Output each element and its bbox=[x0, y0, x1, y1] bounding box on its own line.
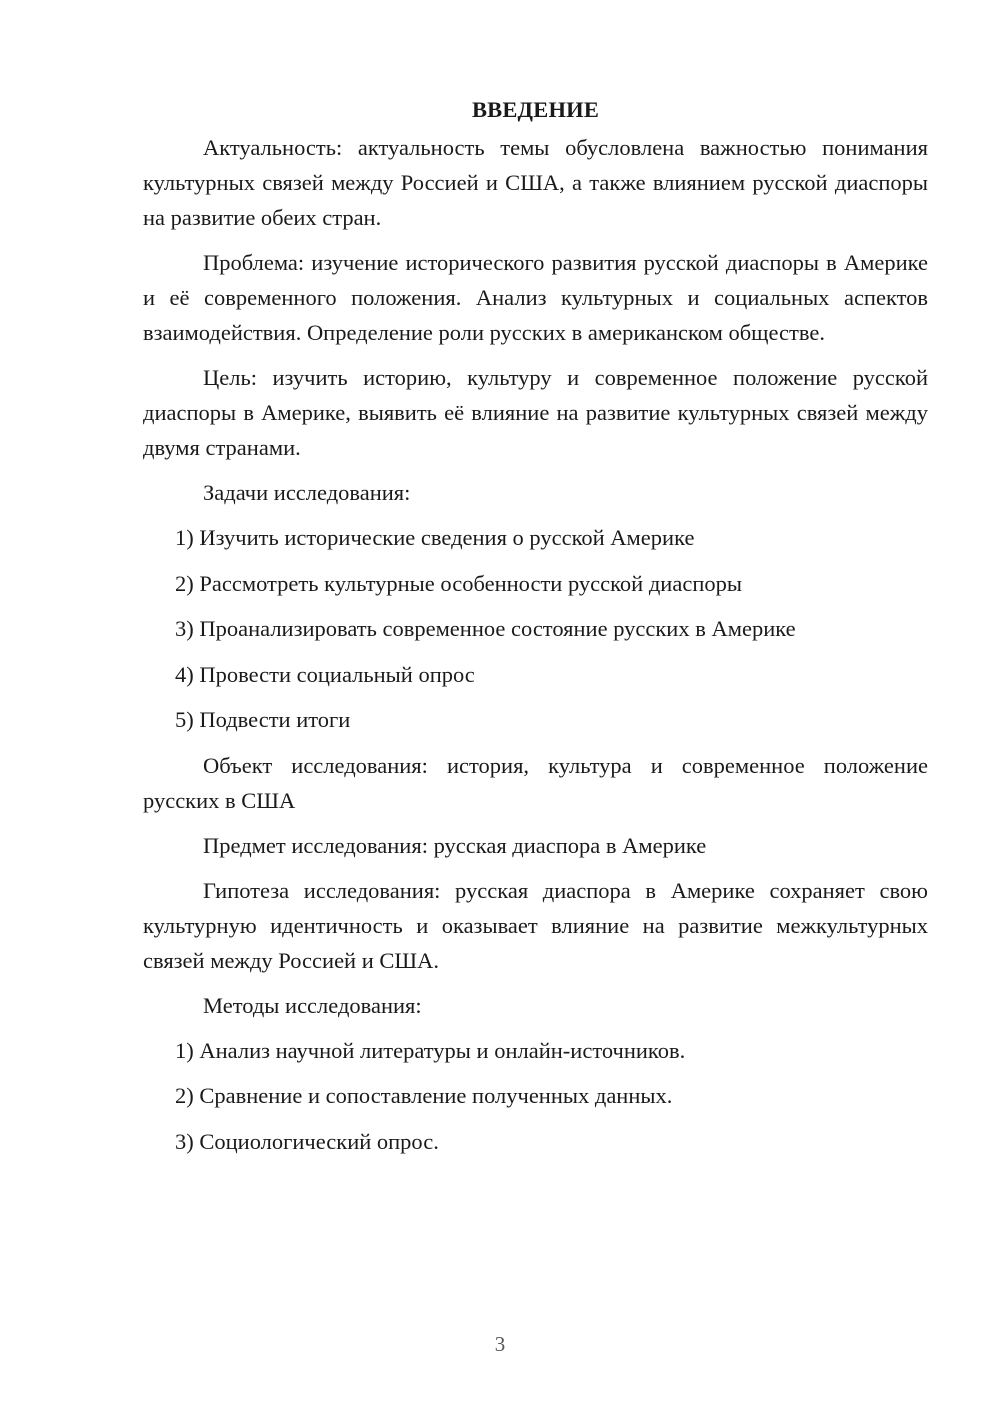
paragraph-relevance: Актуальность: актуальность темы обусловлена важностью понимания культурных связей между Россией и США, а также влиянием русской диаспоры на развитие обеих стран. bbox=[143, 135, 928, 230]
paragraph-tasks-title: Задачи исследования: bbox=[203, 480, 411, 505]
page-content bbox=[143, 92, 928, 1169]
list-item: 3) Проанализировать современное состояние русских в Америке bbox=[175, 616, 796, 641]
paragraph-problem: Проблема: изучение исторического развития русской диаспоры в Америке и её современного положения. Анализ культурных и социальных аспектов взаимодействия. Определение роли русских в американском обществе. bbox=[143, 250, 928, 345]
list-item: 2) Сравнение и сопоставление полученных данных. bbox=[175, 1083, 673, 1108]
list-item: 2) Рассмотреть культурные особенности русской диаспоры bbox=[175, 570, 742, 596]
list-item: 1) Анализ научной литературы и онлайн-источников. bbox=[175, 1037, 686, 1063]
paragraph-subject: Предмет исследования: русская диаспора в Америке bbox=[203, 832, 707, 858]
page-number bbox=[72, 1332, 1000, 1357]
list-item: 3) Социологический опрос. bbox=[175, 1128, 439, 1154]
methods-list bbox=[143, 1033, 928, 1159]
tasks-list bbox=[143, 520, 928, 737]
list-item: 1) Изучить исторические сведения о русской Америке bbox=[175, 525, 695, 550]
paragraph-hypothesis: Гипотеза исследования: русская диаспора в Америке сохраняет свою культурную идентичность и оказывает влияние на развитие межкультурных связей между Россией и США. bbox=[143, 877, 928, 973]
list-item: 5) Подвести итоги bbox=[175, 707, 351, 732]
section-heading: ВВЕДЕНИЕ bbox=[471, 97, 600, 122]
paragraph-methods-title: Методы исследования: bbox=[203, 992, 422, 1018]
paragraph-object: Объект исследования: история, культура и современное положение русских в США bbox=[143, 752, 928, 813]
paragraph-goal: Цель: изучить историю, культуру и современное положение русской диаспоры в Америке, выявить её влияние на развитие культурных связей между двумя странами. bbox=[143, 365, 928, 460]
page-number-text: 3 bbox=[494, 1332, 506, 1356]
list-item: 4) Провести социальный опрос bbox=[175, 661, 475, 687]
